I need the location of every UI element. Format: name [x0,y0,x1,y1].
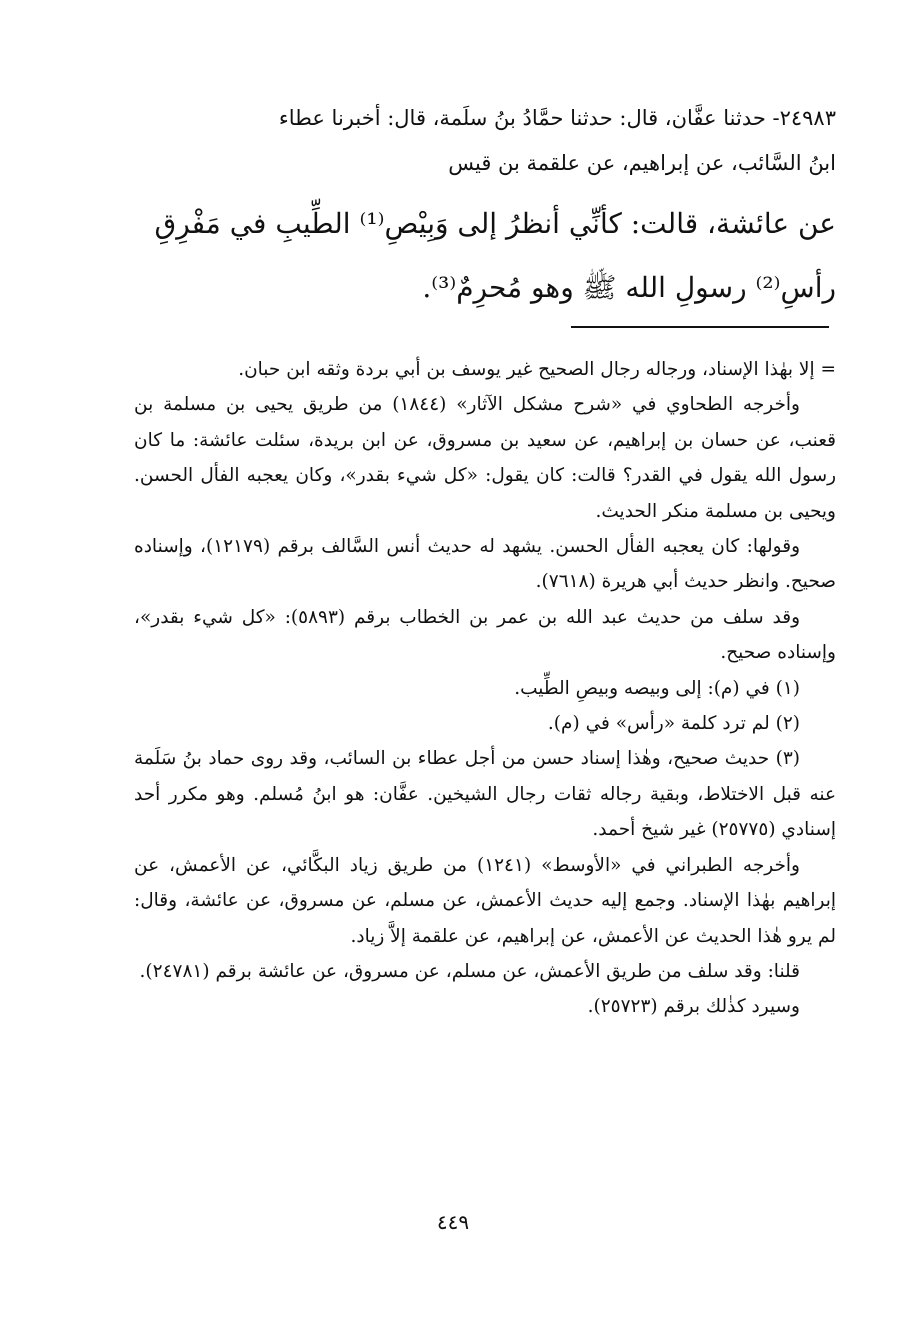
footnote-continuation: = إلا بهٰذا الإسناد، ورجاله رجال الصحيح غير يوسف بن أبي بردة وثقه ابن حبان. [238,359,836,380]
footnotes [134,352,836,1025]
hadith-isnad [136,96,836,186]
matn-line-1: عن عائشة، قالت: كأنِّي أنظرُ إلى وَبِيْصِ⁽¹⁾ الطِّيبِ في مَفْرِقِ [154,207,836,240]
hadith-matn [136,192,836,320]
isnad-line-2: ابنُ السَّائب، عن إبراهيم، عن علقمة بن قيس [448,151,836,175]
footnote-3: (٣) حديث صحيح، وهٰذا إسناد حسن من أجل عطاء بن السائب، وقد روى حماد بنُ سَلَمة عنه قبل الاختلاط، وبقية رجاله ثقات رجال الشيخين. عفَّان: هو ابنُ مُسلم. وهو مكرر أحد إسنادي (٢٥٧٧٥) غير شيخ أحمد. [134,748,836,841]
footnote-paragraph: وقد سلف من حديث عبد الله بن عمر بن الخطاب برقم (٥٨٩٣): «كل شيء بقدر»، وإسناده صحيح. [134,606,836,664]
footnote-paragraph: وقولها: كان يعجبه الفأل الحسن. يشهد له حديث أنس السَّالف برقم (١٢١٧٩)، وإسناده صحيح. وانظر حديث أبي هريرة (٧٦١٨). [134,536,836,593]
isnad-line-1: ٢٤٩٨٣- حدثنا عفَّان، قال: حدثنا حمَّادُ بنُ سلَمة، قال: أخبرنا عطاء [278,106,836,130]
footnote-paragraph: وأخرجه الطحاوي في «شرح مشكل الآثار» (١٨٤٤) من طريق يحيى بن مسلمة بن قعنب، عن حسان بن إبراهيم، عن سعيد بن مسروق، عن ابن بريدة، سئلت عائشة: ما كان رسول الله يقول في القدر؟ قالت: كان يقول: «كل شيء بقدر»، وكان يعجبه الفأل الحسن. ويحيى بن مسلمة منكر الحديث. [134,394,836,522]
footnote-1: (١) في (م): إلى وبيصه وبيصِ الطِّيب. [514,677,800,699]
footnote-paragraph: وسيرد كذٰلك برقم (٢٥٧٢٣). [587,996,800,1018]
footnote-2: (٢) لم ترد كلمة «رأس» في (م). [547,713,800,735]
page-number: ٤٤٩ [436,1210,470,1234]
footnote-paragraph: قلنا: وقد سلف من طريق الأعمش، عن مسلم، عن مسروق، عن عائشة برقم (٢٤٧٨١). [139,960,800,982]
matn-line-2: رأسِ⁽²⁾ رسولِ الله ﷺ وهو مُحرِمٌ⁽³⁾. [422,271,836,304]
footnote-paragraph: وأخرجه الطبراني في «الأوسط» (١٢٤١) من طريق زياد البكَّائي، عن الأعمش، عن إبراهيم بهٰذا الإسناد. وجمع إليه حديث الأعمش، عن مسلم، عن مسروق، عن عائشة، وقال: لم يرو هٰذا الحديث عن الأعمش، عن إبراهيم، عن علقمة إلاَّ زياد. [134,854,836,947]
footnote-separator [571,326,829,328]
